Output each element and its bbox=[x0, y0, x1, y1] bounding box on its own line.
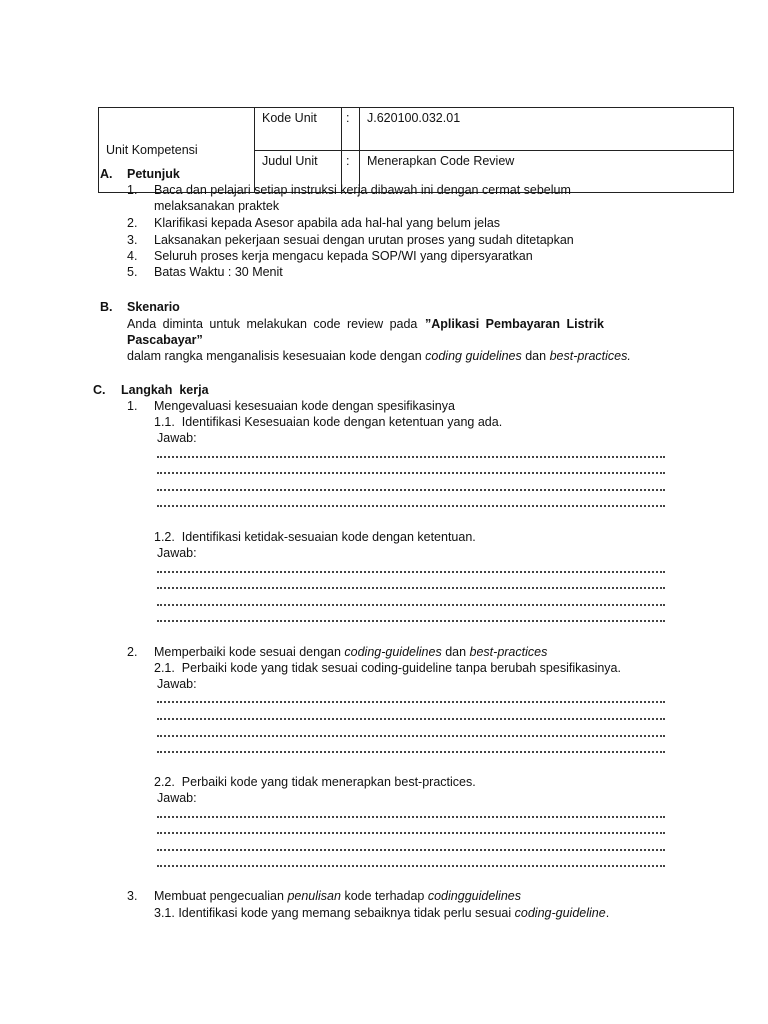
step-text-part: Membuat pengecualian bbox=[154, 889, 284, 903]
judul-unit-colon: : bbox=[342, 150, 360, 193]
answer-line[interactable] bbox=[157, 747, 665, 753]
skenario-text: dalam rangka menganalisis kesesuaian kode dengan bbox=[127, 349, 422, 363]
answer-line[interactable] bbox=[157, 828, 665, 834]
answer-line[interactable] bbox=[157, 567, 665, 573]
kode-unit-colon: : bbox=[342, 108, 360, 151]
jawab-label: Jawab: bbox=[157, 677, 197, 691]
list-number: 5. bbox=[127, 265, 138, 279]
skenario-line-1 bbox=[127, 316, 604, 332]
step-text: Mengevaluasi kesesuaian kode dengan spesifikasinya bbox=[154, 399, 455, 413]
list-number: 3. bbox=[127, 233, 138, 247]
substep-text-part: 3.1. Identifikasi kode yang memang sebaiknya tidak perlu sesuai bbox=[154, 906, 512, 920]
skenario-text: dan bbox=[525, 349, 547, 363]
list-item: Batas Waktu : 30 Menit bbox=[154, 265, 283, 279]
answer-line[interactable] bbox=[157, 845, 665, 851]
jawab-label: Jawab: bbox=[157, 431, 197, 445]
substep-text: 1.2. Identifikasi ketidak-sesuaian kode dengan ketentuan. bbox=[154, 530, 476, 544]
coding-guideline-text: coding-guideline bbox=[514, 906, 606, 920]
list-item: Laksanakan pekerjaan sesuai dengan urutan proses yang sudah ditetapkan bbox=[154, 233, 574, 247]
answer-line[interactable] bbox=[157, 468, 665, 474]
list-item: Baca dan pelajari setiap instruksi kerja dibawah ini dengan cermat sebelum bbox=[154, 183, 571, 197]
list-number: 1. bbox=[127, 183, 138, 197]
step-text bbox=[154, 888, 521, 904]
section-title: Langkah kerja bbox=[121, 383, 209, 397]
skenario-line-3 bbox=[127, 348, 631, 364]
substep-text bbox=[154, 905, 609, 921]
section-title: Petunjuk bbox=[127, 167, 180, 181]
step-text bbox=[154, 644, 547, 660]
best-practices-text: best-practices bbox=[469, 645, 548, 659]
step-number: 2. bbox=[127, 645, 138, 659]
skenario-text: Anda diminta untuk melakukan code review pada bbox=[127, 317, 418, 331]
list-number: 2. bbox=[127, 216, 138, 230]
answer-line[interactable] bbox=[157, 600, 665, 606]
kode-unit-value: J.620100.032.01 bbox=[360, 108, 734, 151]
best-practices-text: best-practices. bbox=[549, 349, 631, 363]
substep-text: 2.1. Perbaiki kode yang tidak sesuai coding-guideline tanpa berubah spesifikasinya. bbox=[154, 661, 621, 675]
answer-line[interactable] bbox=[157, 731, 665, 737]
answer-line[interactable] bbox=[157, 452, 665, 458]
answer-line[interactable] bbox=[157, 714, 665, 720]
jawab-label: Jawab: bbox=[157, 546, 197, 560]
list-item: Klarifikasi kepada Asesor apabila ada hal-hal yang belum jelas bbox=[154, 216, 501, 230]
kode-unit-label: Kode Unit bbox=[255, 108, 342, 151]
period: . bbox=[605, 906, 610, 920]
codingguidelines-text: codingguidelines bbox=[427, 889, 521, 903]
answer-line[interactable] bbox=[157, 697, 665, 703]
step-number: 3. bbox=[127, 889, 138, 903]
answer-line[interactable] bbox=[157, 583, 665, 589]
substep-text: 1.1. Identifikasi Kesesuaian kode dengan ketentuan yang ada. bbox=[154, 415, 503, 429]
list-number: 4. bbox=[127, 249, 138, 263]
unit-kompetensi-table bbox=[98, 107, 734, 193]
section-letter: A. bbox=[100, 167, 113, 181]
answer-line[interactable] bbox=[157, 501, 665, 507]
judul-unit-label: Judul Unit bbox=[255, 150, 342, 193]
step-text-part: dan bbox=[445, 645, 467, 659]
app-name-continuation: Pascabayar” bbox=[127, 333, 203, 347]
answer-line[interactable] bbox=[157, 861, 665, 867]
penulisan-text: penulisan bbox=[287, 889, 341, 903]
answer-line[interactable] bbox=[157, 616, 665, 622]
step-text-part: Memperbaiki kode sesuai dengan bbox=[154, 645, 341, 659]
step-text-part: kode terhadap bbox=[344, 889, 425, 903]
coding-guidelines-text: coding guidelines bbox=[425, 349, 522, 363]
unit-kompetensi-label: Unit Kompetensi bbox=[99, 108, 255, 193]
list-item-continuation: melaksanakan praktek bbox=[154, 199, 280, 213]
section-title: Skenario bbox=[127, 300, 180, 314]
step-number: 1. bbox=[127, 399, 138, 413]
answer-line[interactable] bbox=[157, 812, 665, 818]
list-item: Seluruh proses kerja mengacu kepada SOP/WI yang dipersyaratkan bbox=[154, 249, 533, 263]
app-name: ”Aplikasi Pembayaran Listrik bbox=[425, 317, 604, 331]
section-letter: C. bbox=[93, 383, 106, 397]
jawab-label: Jawab: bbox=[157, 791, 197, 805]
section-letter: B. bbox=[100, 300, 113, 314]
coding-guidelines-text: coding-guidelines bbox=[344, 645, 442, 659]
answer-line[interactable] bbox=[157, 485, 665, 491]
judul-unit-value: Menerapkan Code Review bbox=[360, 150, 734, 193]
substep-text: 2.2. Perbaiki kode yang tidak menerapkan best-practices. bbox=[154, 775, 476, 789]
